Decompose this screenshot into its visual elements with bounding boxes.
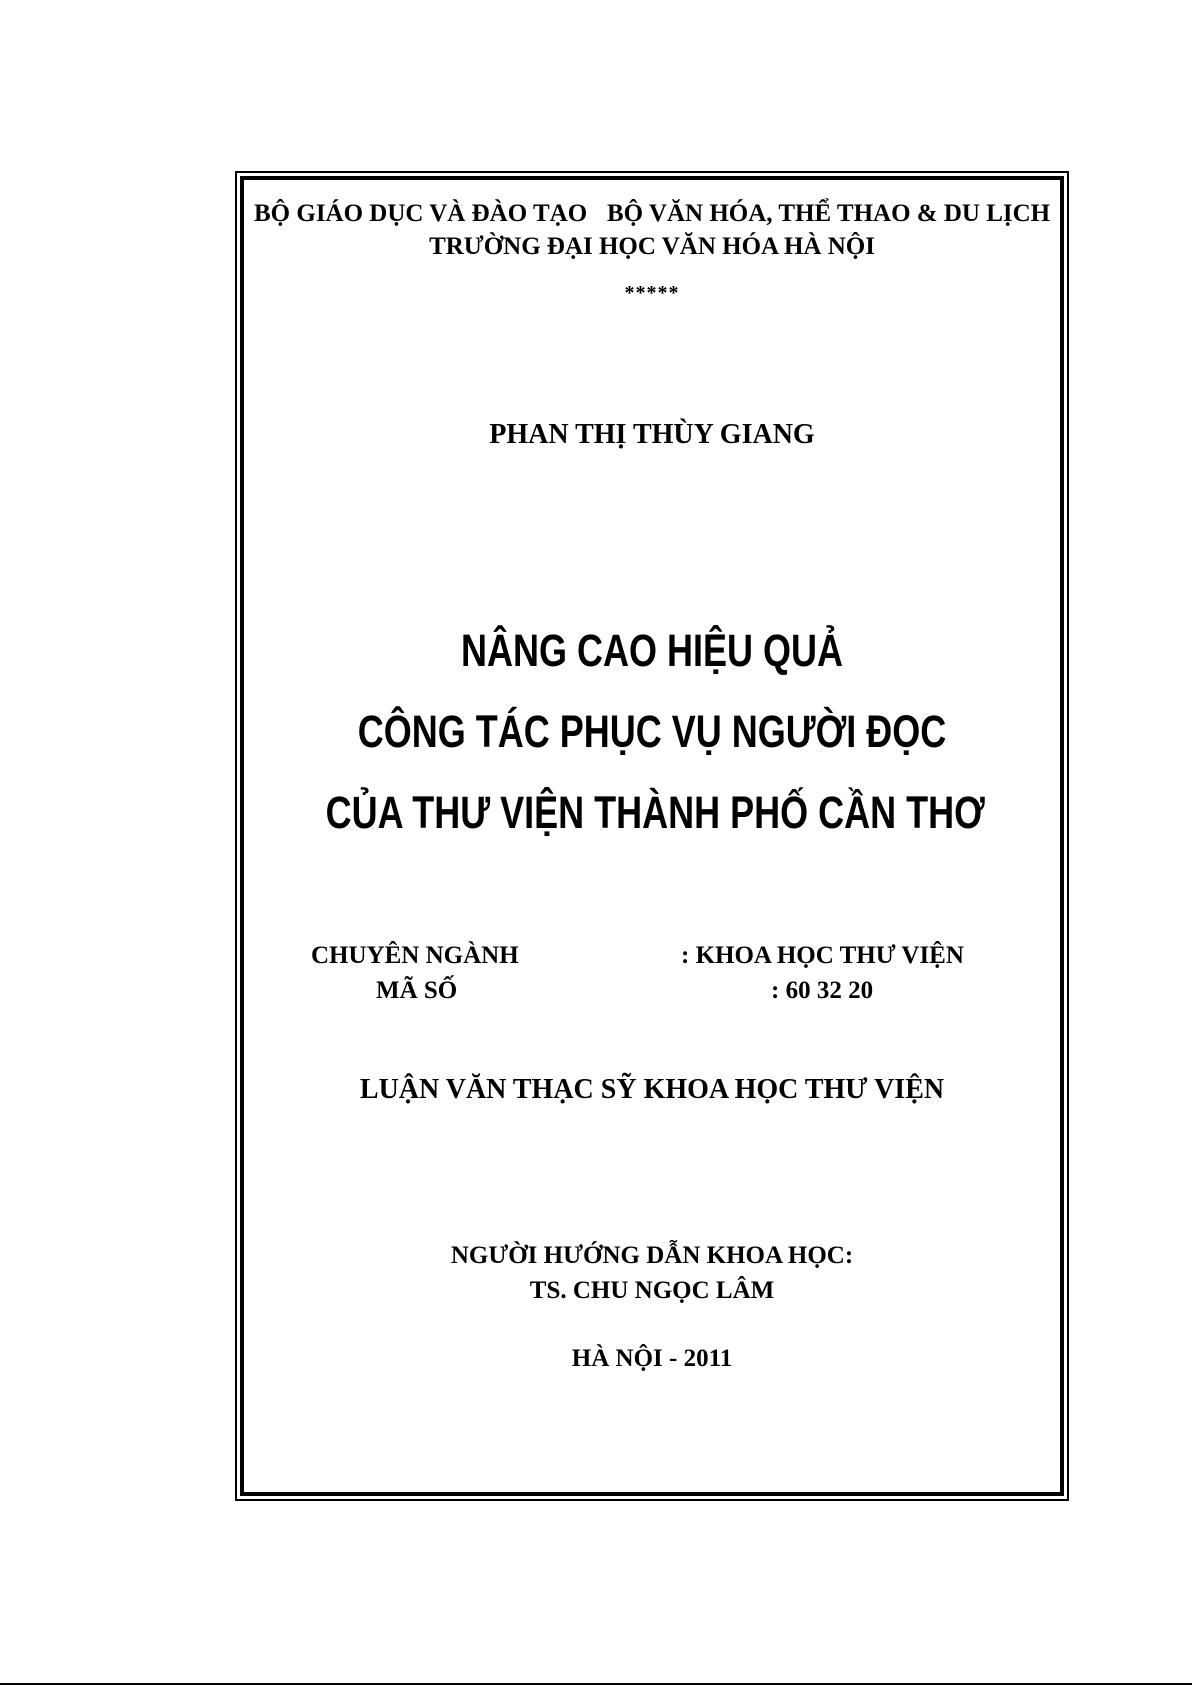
code-label: MÃ SỐ: [376, 977, 458, 1004]
place-year: HÀ NỘI - 2011: [571, 1345, 733, 1372]
thesis-title-line-1: NÂNG CAO HIỆU QUẢ: [460, 625, 843, 676]
specialization-value: : KHOA HỌC THƯ VIỆN: [681, 942, 964, 969]
ministry-education: BỘ GIÁO DỤC VÀ ĐÀO TẠO: [254, 200, 588, 227]
cover-frame-outer: [235, 171, 1069, 1501]
ministry-culture: BỘ VĂN HÓA, THỂ THAO & DU LỊCH: [607, 200, 1051, 227]
advisor-name: TS. CHU NGỌC LÂM: [529, 1277, 775, 1304]
cover-frame-inner: [240, 176, 1064, 1496]
advisor-label: NGƯỜI HƯỚNG DẪN KHOA HỌC:: [450, 1242, 854, 1269]
specialization-label: CHUYÊN NGÀNH: [311, 942, 519, 969]
author-name: PHAN THỊ THÙY GIANG: [489, 419, 815, 450]
thesis-title-line-3: CỦA THƯ VIỆN THÀNH PHỐ CẦN THƠ: [325, 787, 985, 838]
thesis-type: LUẬN VĂN THẠC SỸ KHOA HỌC THƯ VIỆN: [359, 1074, 945, 1105]
thesis-title-line-2: CÔNG TÁC PHỤC VỤ NGƯỜI ĐỌC: [357, 706, 947, 757]
university-name: TRƯỜNG ĐẠI HỌC VĂN HÓA HÀ NỘI: [429, 233, 875, 260]
code-value: : 60 32 20: [771, 977, 874, 1004]
header-separator: *****: [624, 282, 680, 304]
